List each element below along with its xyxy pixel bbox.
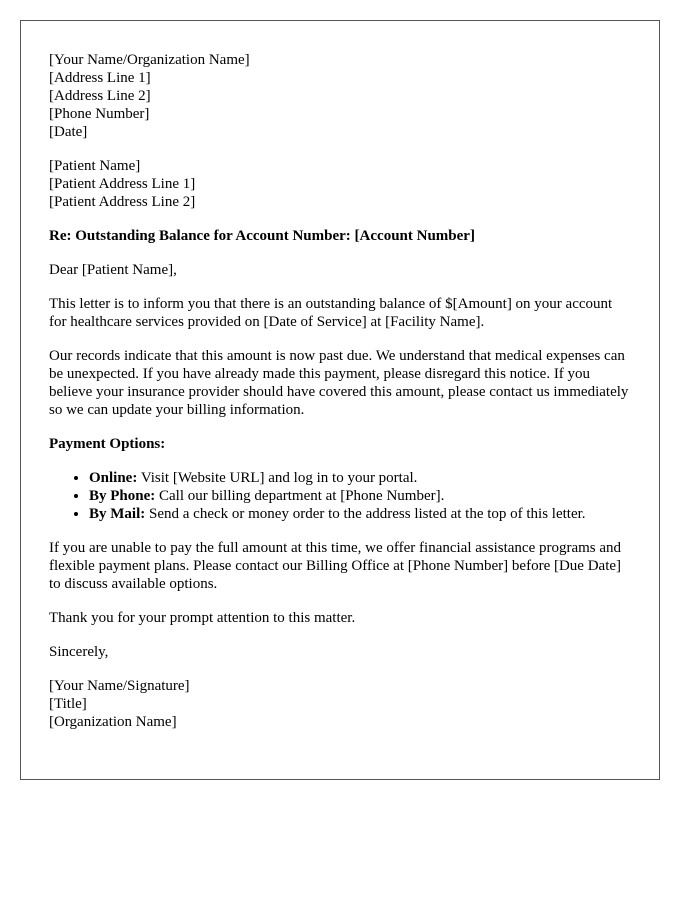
sender-address-line-2: [Address Line 2] (49, 88, 151, 104)
signature-name: [Your Name/Signature] (49, 678, 190, 694)
payment-options-list (49, 469, 631, 523)
recipient-block (49, 157, 631, 211)
payment-option-label: By Phone: (89, 488, 156, 504)
payment-options-heading: Payment Options: (49, 436, 166, 452)
sender-phone: [Phone Number] (49, 106, 150, 122)
sender-name: [Your Name/Organization Name] (49, 52, 250, 68)
paragraph-past-due: Our records indicate that this amount is now past due. We understand that medical expenses can be unexpected. If you have already made this payment, please disregard this notice. If you believe your insurance provider should have covered this amount, please contact us immediately so we can update your billing information. (49, 348, 629, 418)
payment-option-mail (89, 505, 631, 523)
salutation: Dear [Patient Name], (49, 262, 177, 278)
letter-page (20, 20, 660, 780)
payment-option-online (89, 469, 631, 487)
paragraph-balance-notice: This letter is to inform you that there is an outstanding balance of $[Amount] on your account for healthcare services provided on [Date of Service] at [Facility Name]. (49, 296, 613, 330)
subject-line: Re: Outstanding Balance for Account Number: [Account Number] (49, 228, 475, 244)
paragraph-thanks: Thank you for your prompt attention to this matter. (49, 610, 356, 626)
closing: Sincerely, (49, 644, 109, 660)
recipient-address-line-1: [Patient Address Line 1] (49, 176, 196, 192)
payment-option-label: Online: (89, 470, 138, 486)
payment-option-label: By Mail: (89, 506, 146, 522)
recipient-name: [Patient Name] (49, 158, 141, 174)
payment-option-text: Visit [Website URL] and log in to your portal. (137, 470, 418, 486)
recipient-address-line-2: [Patient Address Line 2] (49, 194, 196, 210)
letter-date: [Date] (49, 124, 88, 140)
sender-block (49, 51, 631, 141)
signature-title: [Title] (49, 696, 87, 712)
sender-address-line-1: [Address Line 1] (49, 70, 151, 86)
payment-option-text: Send a check or money order to the address listed at the top of this letter. (145, 506, 586, 522)
payment-option-text: Call our billing department at [Phone Number]. (155, 488, 445, 504)
signature-organization: [Organization Name] (49, 714, 177, 730)
signature-block (49, 677, 631, 731)
paragraph-financial-assistance: If you are unable to pay the full amount at this time, we offer financial assistance programs and flexible payment plans. Please contact our Billing Office at [Phone Number] before [Due Date] to discuss available options. (49, 540, 622, 592)
payment-option-phone (89, 487, 631, 505)
